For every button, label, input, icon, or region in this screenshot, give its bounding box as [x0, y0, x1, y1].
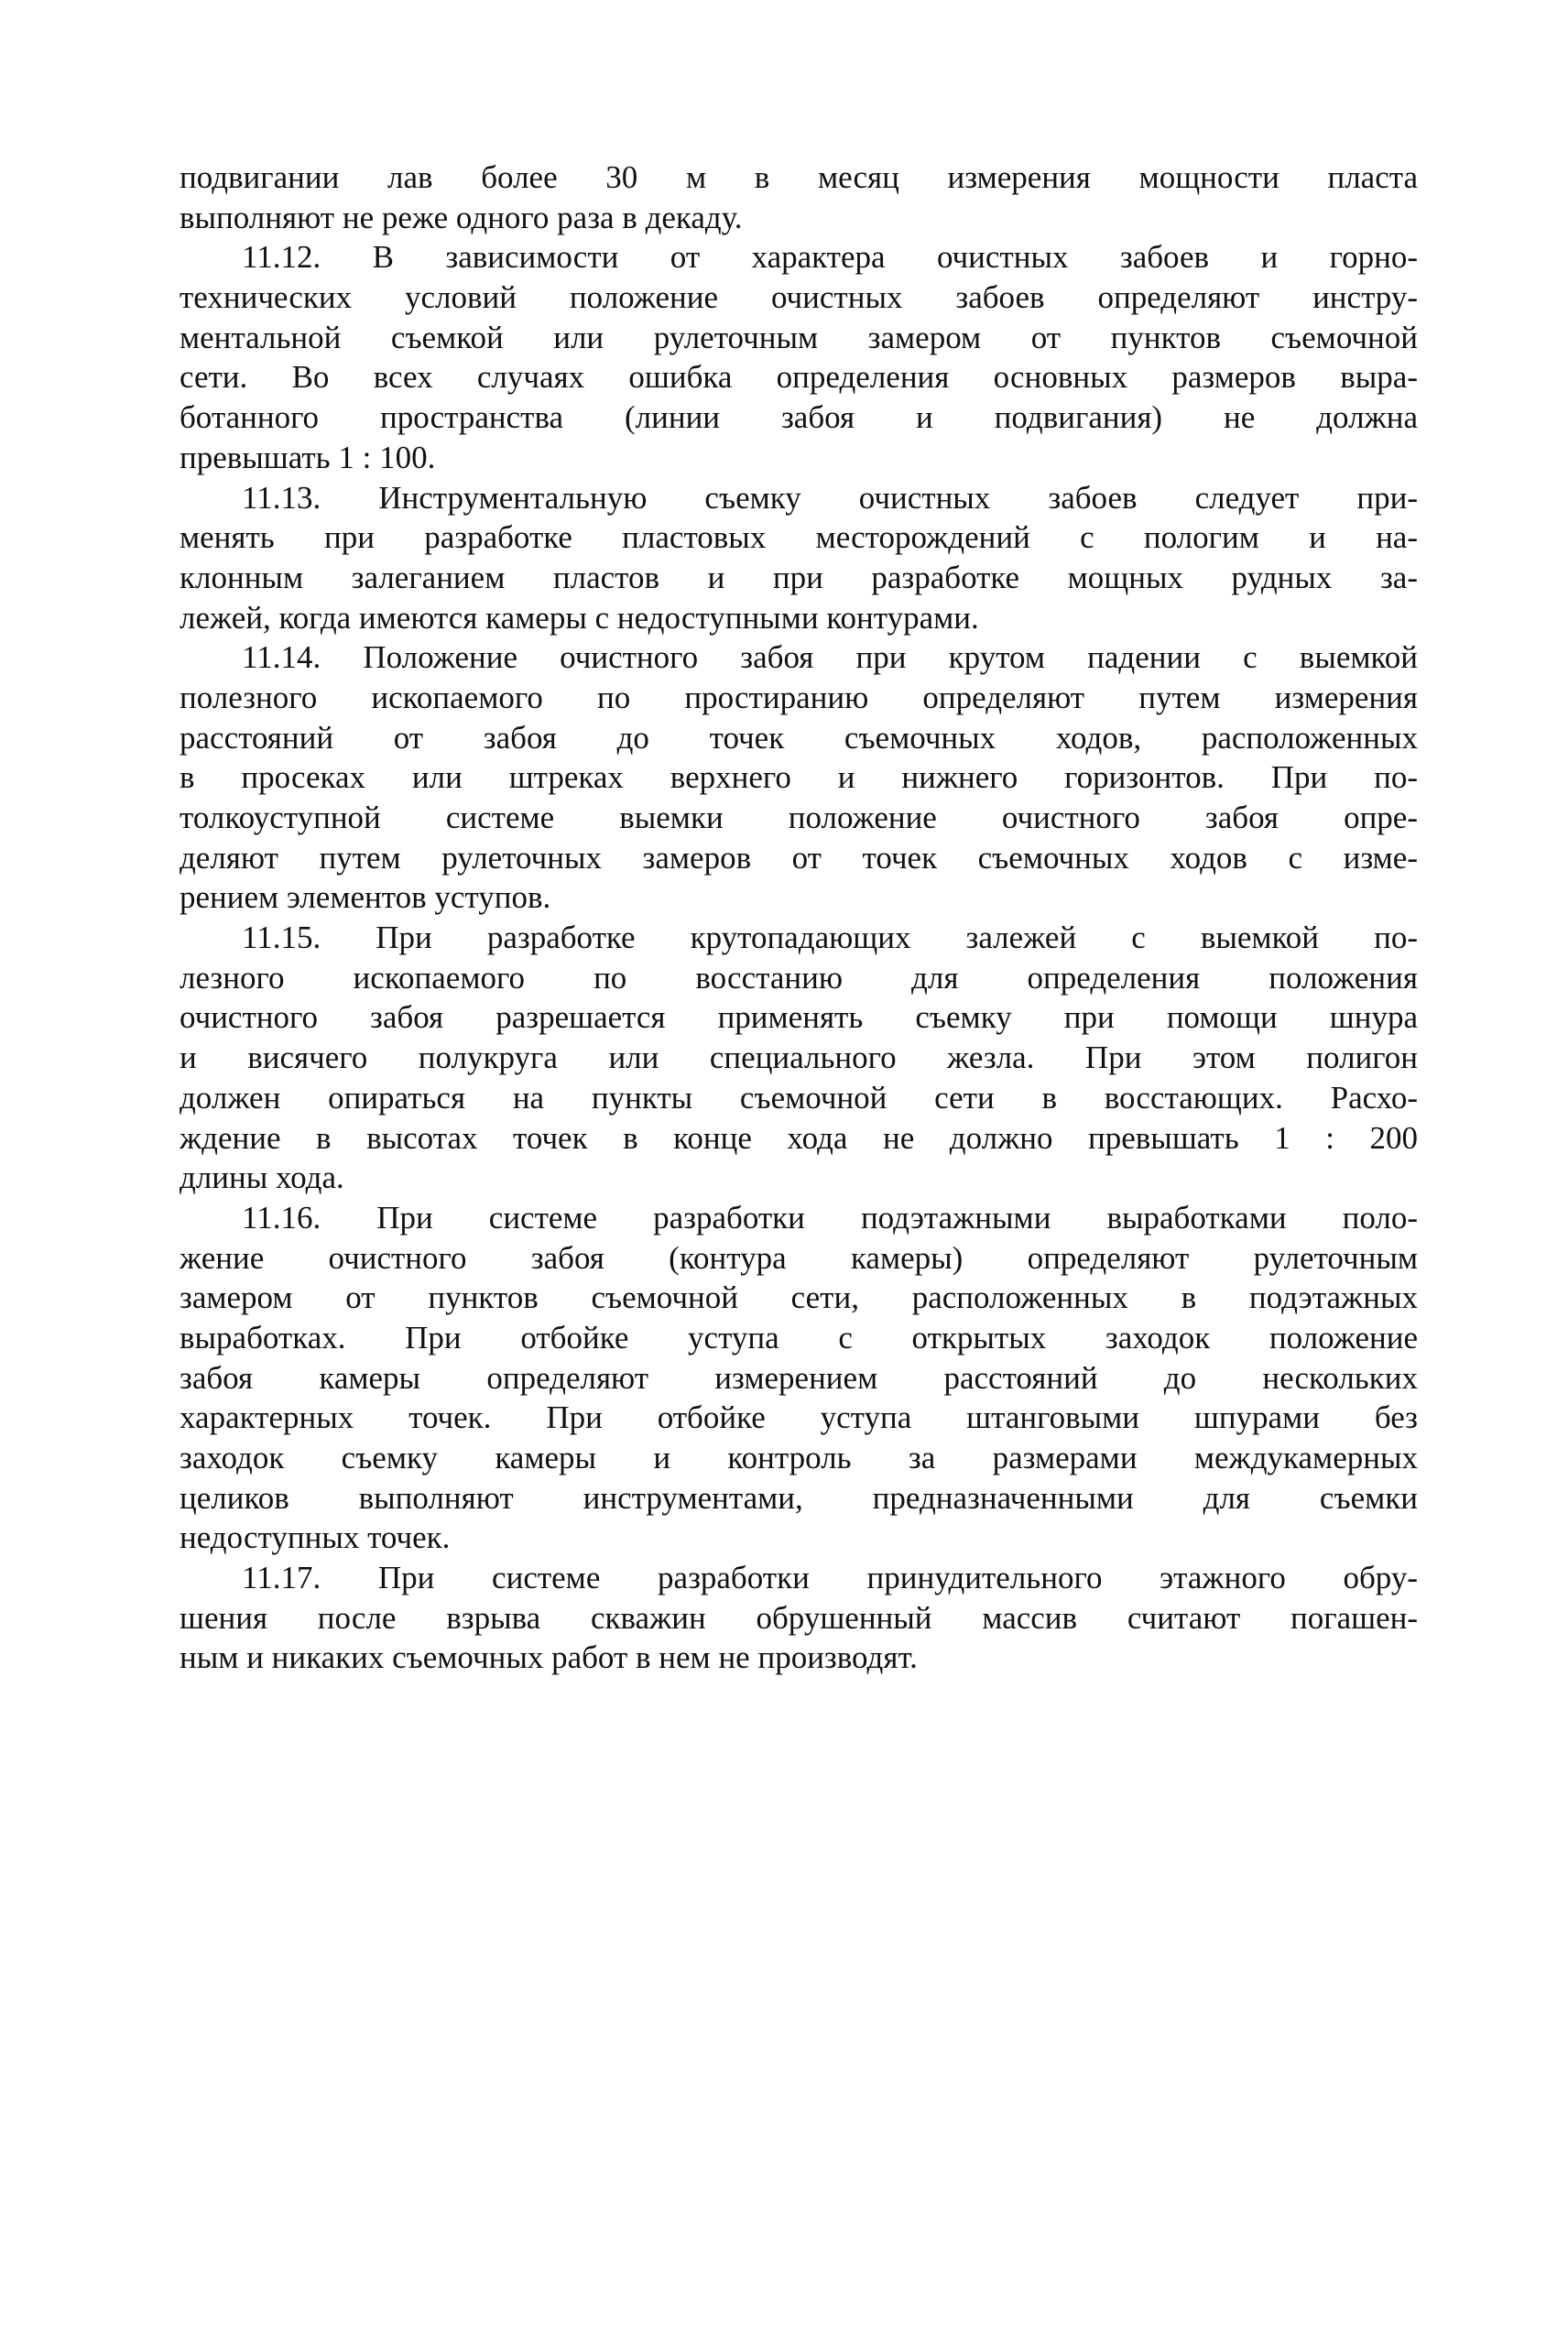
paragraph-continuation — [180, 158, 1418, 237]
text-line: лежей, когда имеются камеры с недоступными контурами. — [180, 599, 979, 636]
paragraph-11-17 — [180, 1558, 1418, 1678]
document-page — [180, 158, 1418, 1678]
text-line: 11.16. При системе разработки подэтажными выработками поло- — [242, 1199, 1418, 1236]
text-line: 11.13. Инструментальную съемку очистных забоев следует при- — [242, 479, 1418, 516]
text-line: в просеках или штреках верхнего и нижнего горизонтов. При по- — [180, 759, 1418, 796]
text-line: менять при разработке пластовых месторождений с пологим и на- — [180, 519, 1418, 556]
text-line: деляют путем рулеточных замеров от точек съемочных ходов с изме- — [180, 839, 1418, 876]
text-line: ным и никаких съемочных работ в нем не производят. — [180, 1639, 918, 1676]
text-line: длины хода. — [180, 1160, 344, 1196]
text-line: лезного ископаемого по восстанию для определения положения — [180, 959, 1418, 996]
text-line: полезного ископаемого по простиранию определяют путем измерения — [180, 679, 1418, 715]
text-line: сети. Во всех случаях ошибка определения основных размеров выра- — [180, 359, 1418, 396]
text-line: подвигании лав более 30 м в месяц измерения мощности пласта — [180, 159, 1418, 195]
text-line: недоступных точек. — [180, 1519, 451, 1556]
text-line: шения после взрыва скважин обрушенный массив считают погашен- — [180, 1599, 1418, 1636]
text-line: толкоуступной системе выемки положение очистного забоя опре- — [180, 800, 1418, 835]
text-line: 11.12. В зависимости от характера очистных забоев и горно- — [242, 239, 1418, 276]
text-line: ботанного пространства (линии забоя и подвигания) не должна — [180, 399, 1418, 436]
paragraph-11-16 — [180, 1198, 1418, 1558]
text-line: ждение в высотах точек в конце хода не должно превышать 1 : 200 — [180, 1119, 1418, 1156]
text-line: ментальной съемкой или рулеточным замером от пунктов съемочной — [180, 319, 1418, 355]
text-line: заходок съемку камеры и контроль за размерами междукамерных — [180, 1440, 1418, 1475]
paragraph-11-14 — [180, 637, 1418, 918]
text-line: выработках. При отбойке уступа с открытых заходок положение — [180, 1319, 1418, 1356]
paragraph-11-15 — [180, 918, 1418, 1198]
text-line: превышать 1 : 100. — [180, 439, 436, 475]
text-line: очистного забоя разрешается применять съемку при помощи шнура — [180, 999, 1418, 1036]
text-line: должен опираться на пункты съемочной сети в восстающих. Расхо- — [180, 1079, 1418, 1116]
text-line: и висячего полукруга или специального жезла. При этом полигон — [180, 1040, 1418, 1076]
text-line: жение очистного забоя (контура камеры) определяют рулеточным — [180, 1239, 1418, 1276]
text-line: характерных точек. При отбойке уступа штанговыми шпурами без — [180, 1399, 1418, 1436]
paragraph-11-12 — [180, 237, 1418, 477]
text-line: 11.14. Положение очистного забоя при крутом падении с выемкой — [242, 639, 1418, 676]
text-line: технических условий положение очистных забоев определяют инстру- — [180, 279, 1418, 316]
text-line: расстояний от забоя до точек съемочных ходов, расположенных — [180, 719, 1418, 756]
text-line: 11.17. При системе разработки принудительного этажного обру- — [242, 1560, 1418, 1596]
text-line: 11.15. При разработке крутопадающих залежей с выемкой по- — [242, 920, 1418, 956]
text-line: целиков выполняют инструментами, предназначенными для съемки — [180, 1479, 1418, 1516]
paragraph-11-13 — [180, 478, 1418, 638]
text-line: рением элементов уступов. — [180, 879, 551, 916]
text-line: клонным залеганием пластов и при разработке мощных рудных за- — [180, 559, 1418, 595]
text-line: замером от пунктов съемочной сети, расположенных в подэтажных — [180, 1279, 1418, 1316]
text-line: забоя камеры определяют измерением расстояний до нескольких — [180, 1359, 1418, 1396]
text-line: выполняют не реже одного раза в декаду. — [180, 199, 743, 235]
